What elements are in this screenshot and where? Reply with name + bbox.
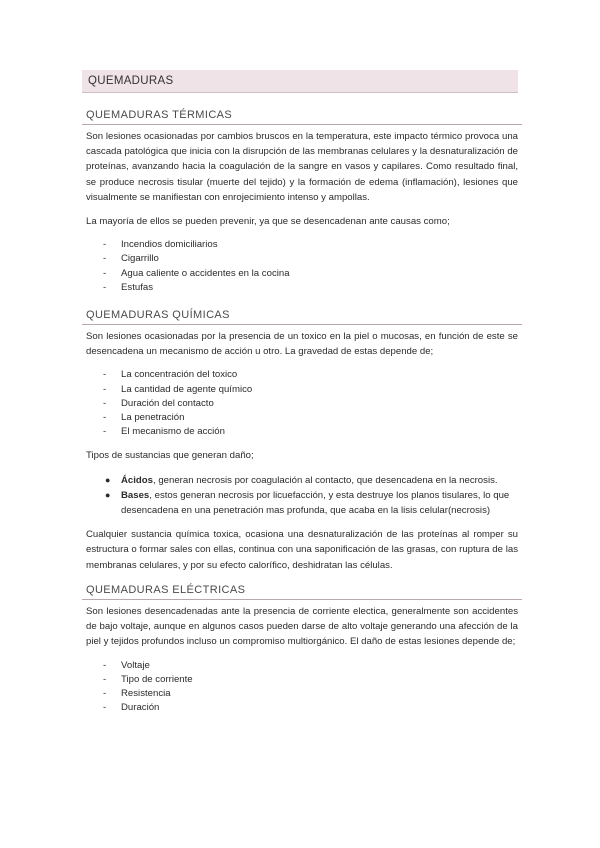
bullet-icon: ● [105, 474, 111, 485]
factors-list [86, 659, 518, 716]
document-title: QUEMADURAS [82, 70, 518, 93]
list-item: - El mecanismo de acción [103, 426, 225, 438]
list-item: ● Ácidos, generan necrosis por coagulación al contacto, que desencadena en la necrosis. [86, 473, 518, 488]
paragraph: Son lesiones desencadenadas ante la presencia de corriente electica, generalmente son accidentes de bajo voltaje, aunque en algunos casos pueden darse de alto voltaje generando una afección de la piel y tejidos profundos incluso un compromiso multiorgánico. El daño de estas lesiones depende de; [86, 606, 518, 648]
section-quimicas [86, 309, 518, 582]
paragraph: La mayoría de ellos se pueden prevenir, ya que se desencadenan ante causas como; [86, 216, 450, 228]
paragraph: Son lesiones ocasionadas por cambios bruscos en la temperatura, este impacto térmico provoca una cascada patológica que inicia con la disrupción de las membranas celulares y la desnaturalización de proteínas, avanzando hacia la coagulación de la sangre en vasos y capilares. Como resultado final, se produce necrosis tisular (muerte del tejido) y la formación de edema (inflamación), lesiones que visualmente se manifiestan con enrojecimiento intenso y ampollas. [86, 131, 518, 203]
causes-list [86, 238, 518, 295]
paragraph: Tipos de sustancias que generan daño; [86, 450, 254, 462]
list-item: ● Bases, estos generan necrosis por licuefacción, y esta destruye los planos tisulares, lo que desencadena en una penetración mas profunda, que acaba en la lisis celular(necrosis) [105, 489, 510, 517]
list-item: - Tipo de corriente [103, 673, 193, 685]
list-item: - Duración [103, 702, 160, 714]
section-heading: QUEMADURAS QUÍMICAS [82, 309, 522, 325]
paragraph: Son lesiones ocasionadas por la presencia de un toxico en la piel o mucosas, en función de este se desencadena un mecanismo de acción u otro. La gravedad de estas depende de; [86, 331, 518, 358]
list-item: - Duración del contacto [103, 397, 214, 409]
section-termicas [86, 109, 518, 304]
paragraph: Cualquier sustancia química toxica, ocasiona una desnaturalización de las proteínas al romper su estructura o formar sales con ellas, continua con una saponificación de las grasas, con ruptura de las membranas celulares, y por su efecto calorífico, deshidratan las células. [86, 529, 518, 571]
substance-types-list [86, 473, 518, 519]
list-item: - La concentración del toxico [103, 369, 238, 381]
list-item: - La cantidad de agente químico [103, 383, 253, 395]
section-heading: QUEMADURAS ELÉCTRICAS [82, 584, 522, 600]
list-item: - Resistencia [103, 688, 171, 700]
bullet-icon: ● [105, 489, 111, 500]
section-electricas [86, 584, 518, 724]
section-heading: QUEMADURAS TÉRMICAS [82, 109, 522, 125]
list-item: - Agua caliente o accidentes en la cocina [103, 267, 290, 279]
list-item: - La penetración [103, 412, 185, 424]
list-item: - Voltaje [103, 659, 150, 671]
list-item: - Cigarrillo [103, 253, 159, 265]
list-item: - Incendios domiciliarios [103, 239, 218, 251]
list-item: - Estufas [103, 281, 153, 293]
factors-list [86, 368, 518, 439]
